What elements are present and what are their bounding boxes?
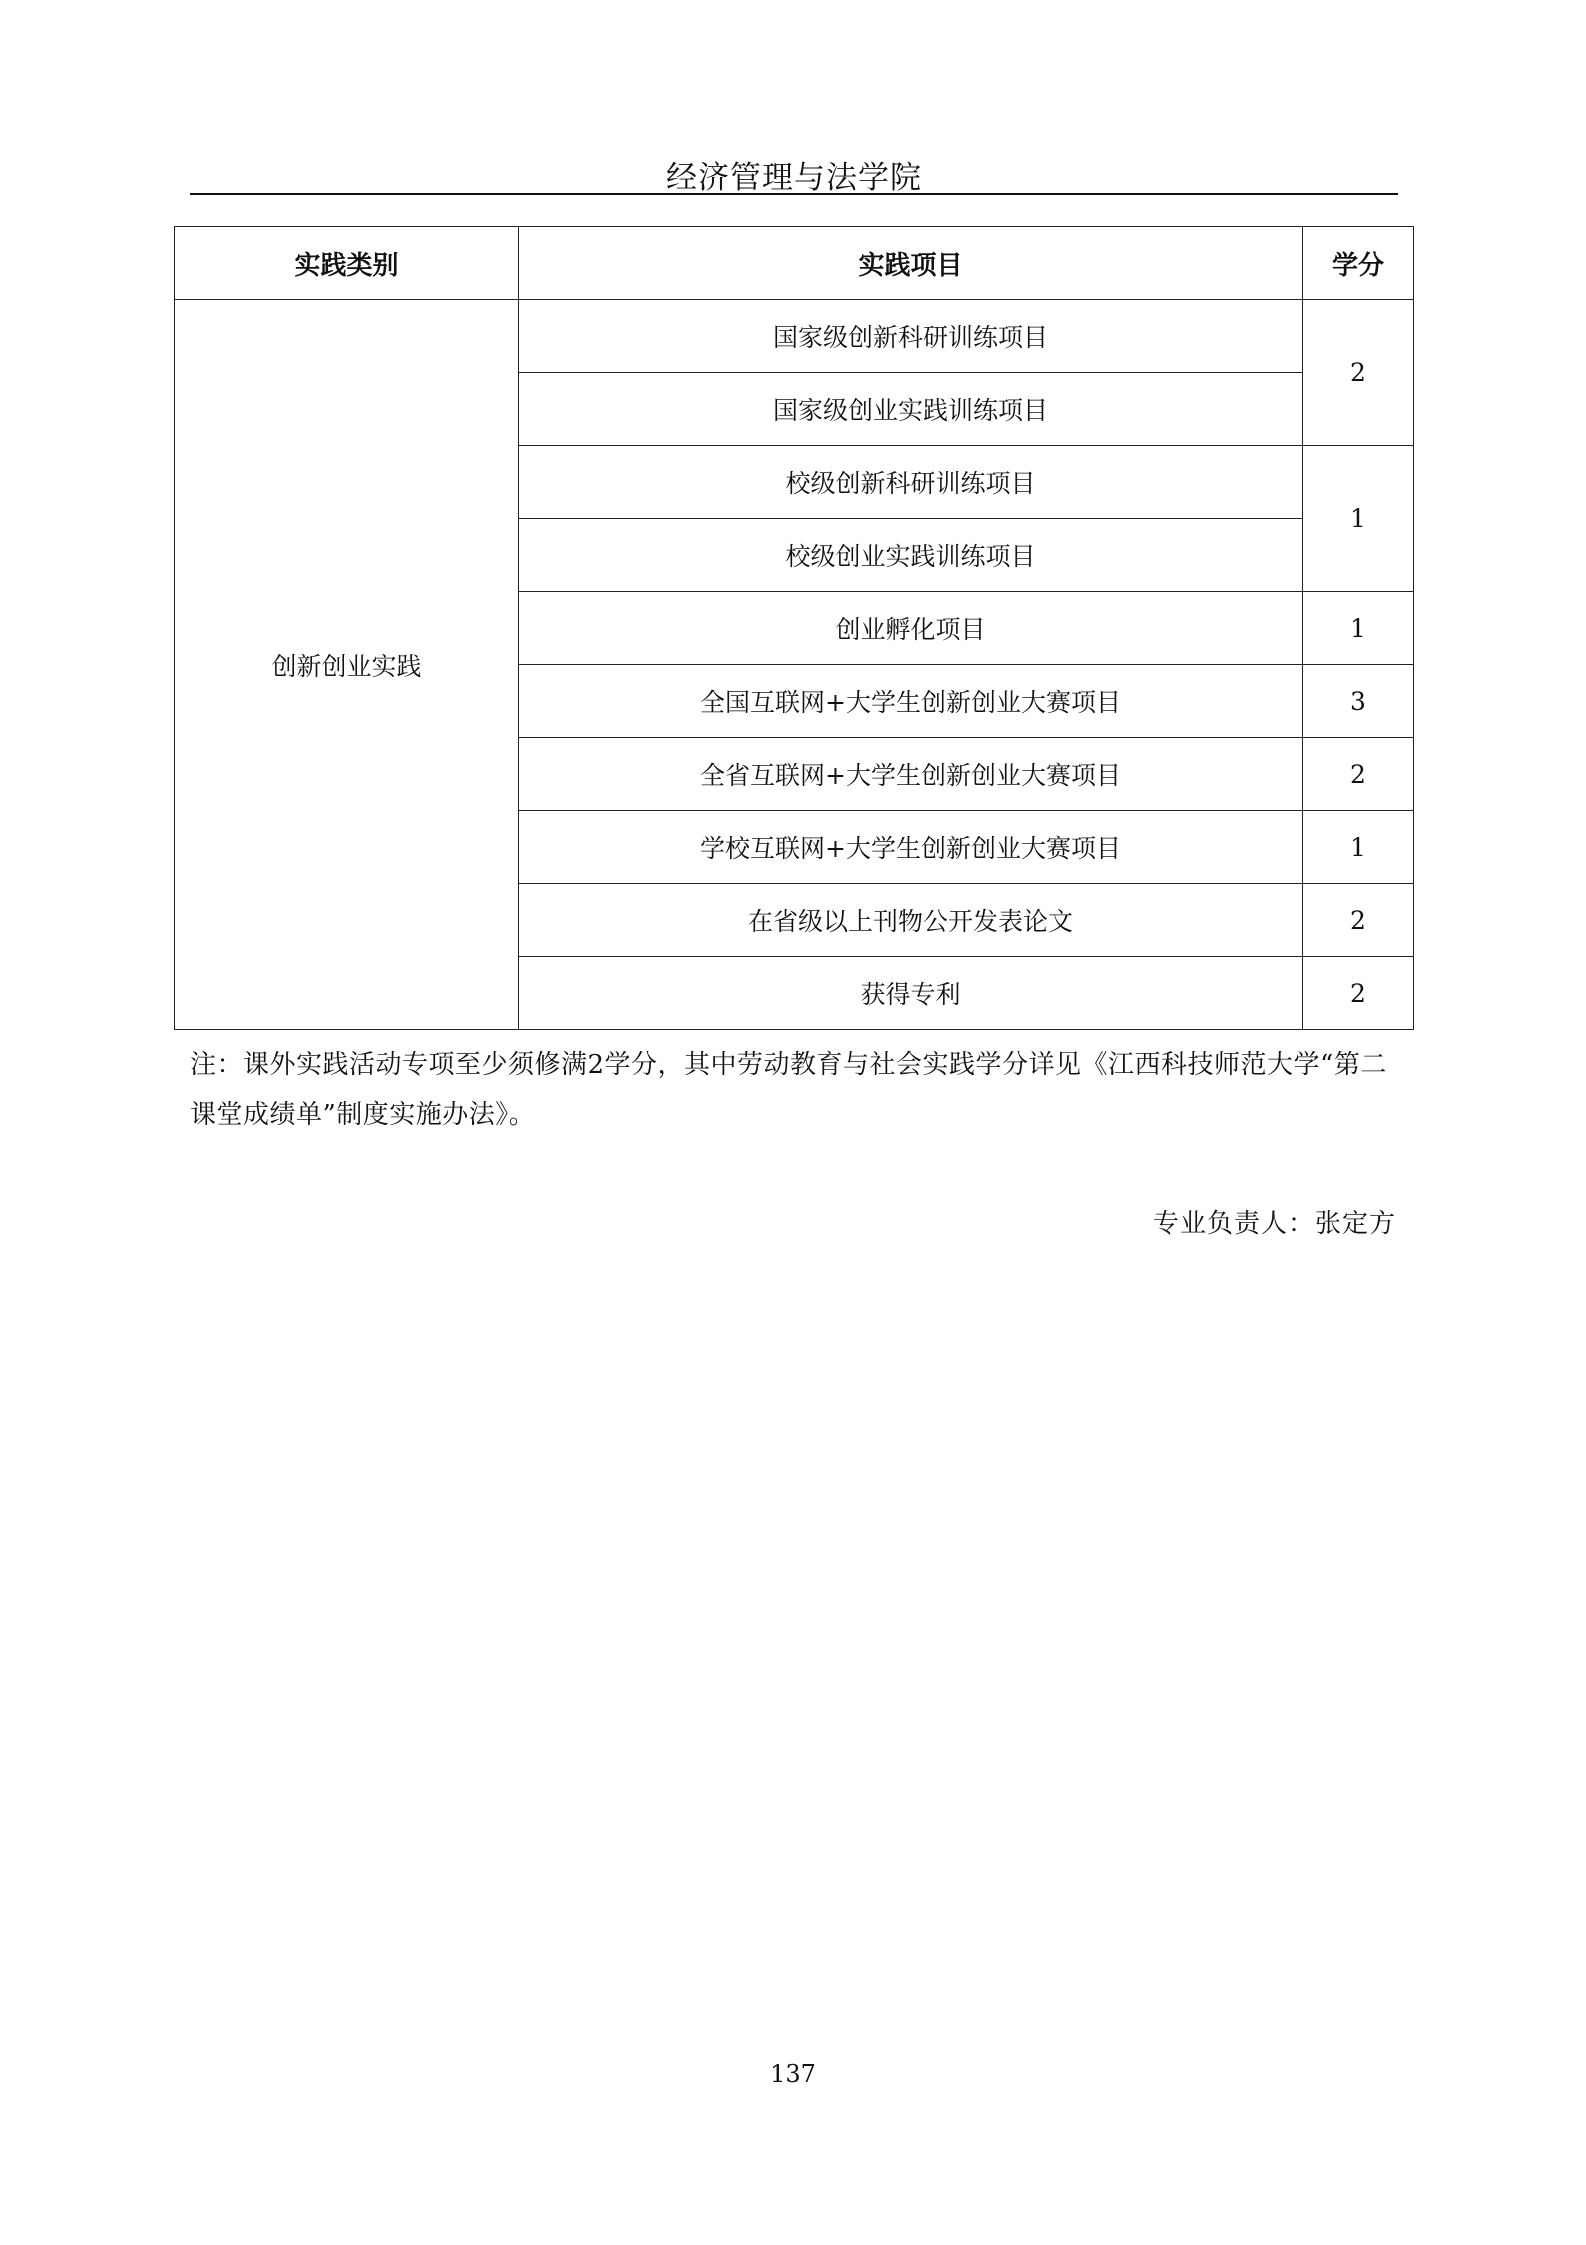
credit-cell: 1 [1303,446,1414,592]
credit-cell: 2 [1303,300,1414,446]
credit-cell: 3 [1303,665,1414,738]
credit-cell: 1 [1303,811,1414,884]
column-header-category: 实践类别 [175,227,519,300]
item-cell: 学校互联网+大学生创新创业大赛项目 [519,811,1303,884]
item-cell: 校级创业实践训练项目 [519,519,1303,592]
practice-credit-table [174,226,1414,1030]
item-cell: 在省级以上刊物公开发表论文 [519,884,1303,957]
credit-cell: 2 [1303,957,1414,1030]
item-cell: 国家级创业实践训练项目 [519,373,1303,446]
item-cell: 创业孵化项目 [519,592,1303,665]
item-cell: 校级创新科研训练项目 [519,446,1303,519]
credit-cell: 2 [1303,884,1414,957]
item-cell: 获得专利 [519,957,1303,1030]
column-header-credit: 学分 [1303,227,1414,300]
category-cell: 创新创业实践 [175,300,519,1030]
item-cell: 全国互联网+大学生创新创业大赛项目 [519,665,1303,738]
credit-cell: 2 [1303,738,1414,811]
header-divider [190,193,1398,195]
table-row [175,300,1414,373]
credit-cell: 1 [1303,592,1414,665]
signature-line [1153,1203,1396,1240]
table-footnote: 注：课外实践活动专项至少须修满2学分，其中劳动教育与社会实践学分详见《江西科技师范大学“第二课堂成绩单”制度实施办法》。 [190,1050,1387,1130]
item-cell: 国家级创新科研训练项目 [519,300,1303,373]
page-number: 137 [770,2060,816,2088]
column-header-item: 实践项目 [519,227,1303,300]
table-header-row [175,227,1414,300]
signature-label: 专业负责人： [1152,1209,1315,1239]
signature-name: 张定方 [1314,1209,1396,1239]
page-header-title: 经济管理与法学院 [666,160,922,196]
item-cell: 全省互联网+大学生创新创业大赛项目 [519,738,1303,811]
